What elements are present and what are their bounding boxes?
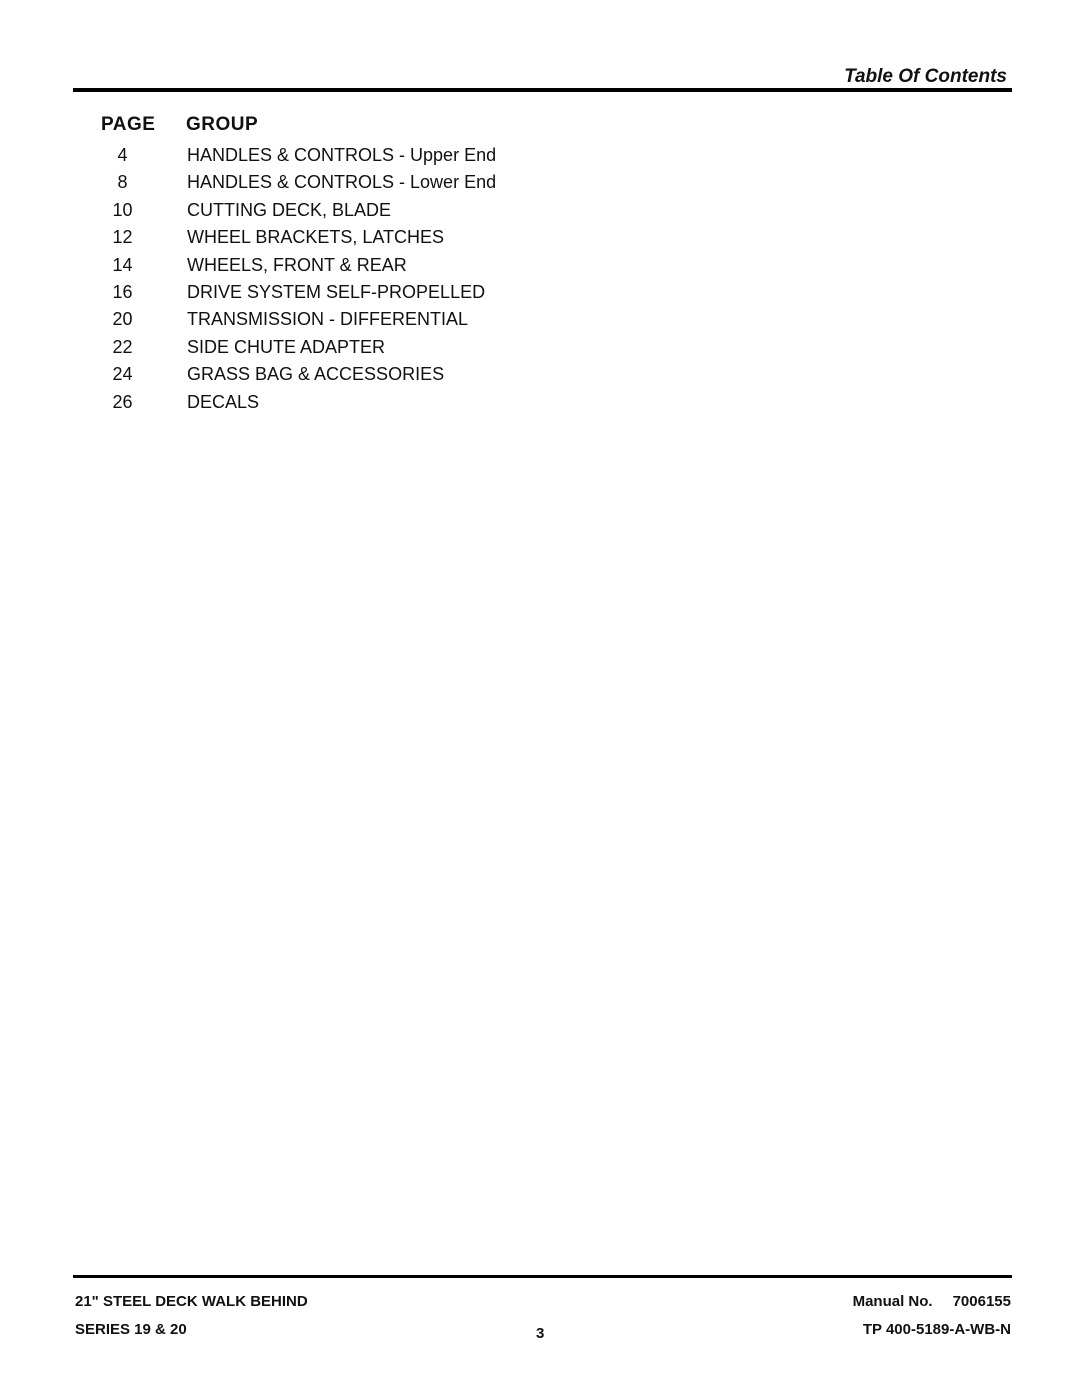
page-title: Table Of Contents (844, 66, 1007, 87)
manual-number: 7006155 (952, 1293, 1011, 1310)
column-headings (0, 114, 1080, 138)
toc-entry-handles-upper[interactable] (0, 143, 1080, 170)
toc-entry-decals[interactable] (0, 390, 1080, 417)
toc-group-title: HANDLES & CONTROLS - Lower End (187, 172, 497, 193)
toc-page-number: 20 (112, 309, 133, 330)
footer-tp-number: TP 400-5189-A-WB-N (862, 1321, 1011, 1338)
footer-manual-number (853, 1293, 1011, 1310)
toc-page-number: 22 (112, 336, 133, 357)
toc-page-number: 16 (112, 281, 133, 302)
toc-entry-wheel-brackets[interactable] (0, 225, 1080, 252)
header-rule (73, 88, 1012, 92)
toc-list (0, 143, 1080, 417)
manual-label: Manual No. (852, 1293, 933, 1310)
footer-model-name: 21" STEEL DECK WALK BEHIND (75, 1293, 308, 1310)
toc-entry-grass-bag[interactable] (0, 362, 1080, 389)
toc-page-number: 8 (117, 172, 128, 193)
footer-series: SERIES 19 & 20 (75, 1321, 187, 1338)
toc-page-number: 24 (112, 364, 133, 385)
toc-entry-wheels[interactable] (0, 253, 1080, 280)
toc-page-number: 12 (112, 227, 133, 248)
toc-page-number: 26 (112, 391, 133, 412)
footer-rule (73, 1275, 1012, 1278)
toc-group-title: WHEEL BRACKETS, LATCHES (187, 227, 445, 248)
toc-entry-drive-system[interactable] (0, 280, 1080, 307)
toc-group-title: HANDLES & CONTROLS - Upper End (187, 145, 497, 165)
toc-group-title: TRANSMISSION - DIFFERENTIAL (187, 309, 469, 330)
footer-page-number: 3 (536, 1325, 545, 1342)
toc-entry-handles-lower[interactable] (0, 170, 1080, 197)
toc-group-title: WHEELS, FRONT & REAR (187, 254, 407, 275)
toc-entry-cutting-deck[interactable] (0, 198, 1080, 225)
toc-entry-transmission[interactable] (0, 307, 1080, 334)
group-column-heading: GROUP (186, 114, 259, 135)
toc-entry-side-chute[interactable] (0, 335, 1080, 362)
toc-group-title: SIDE CHUTE ADAPTER (187, 336, 386, 357)
toc-page-number: 4 (117, 145, 128, 165)
toc-group-title: GRASS BAG & ACCESSORIES (187, 364, 445, 385)
toc-group-title: CUTTING DECK, BLADE (187, 199, 392, 220)
toc-group-title: DRIVE SYSTEM SELF-PROPELLED (187, 281, 486, 302)
toc-group-title: DECALS (187, 391, 260, 412)
page-column-heading: PAGE (101, 114, 156, 135)
toc-page-number: 14 (112, 254, 133, 275)
toc-page-number: 10 (112, 199, 133, 220)
